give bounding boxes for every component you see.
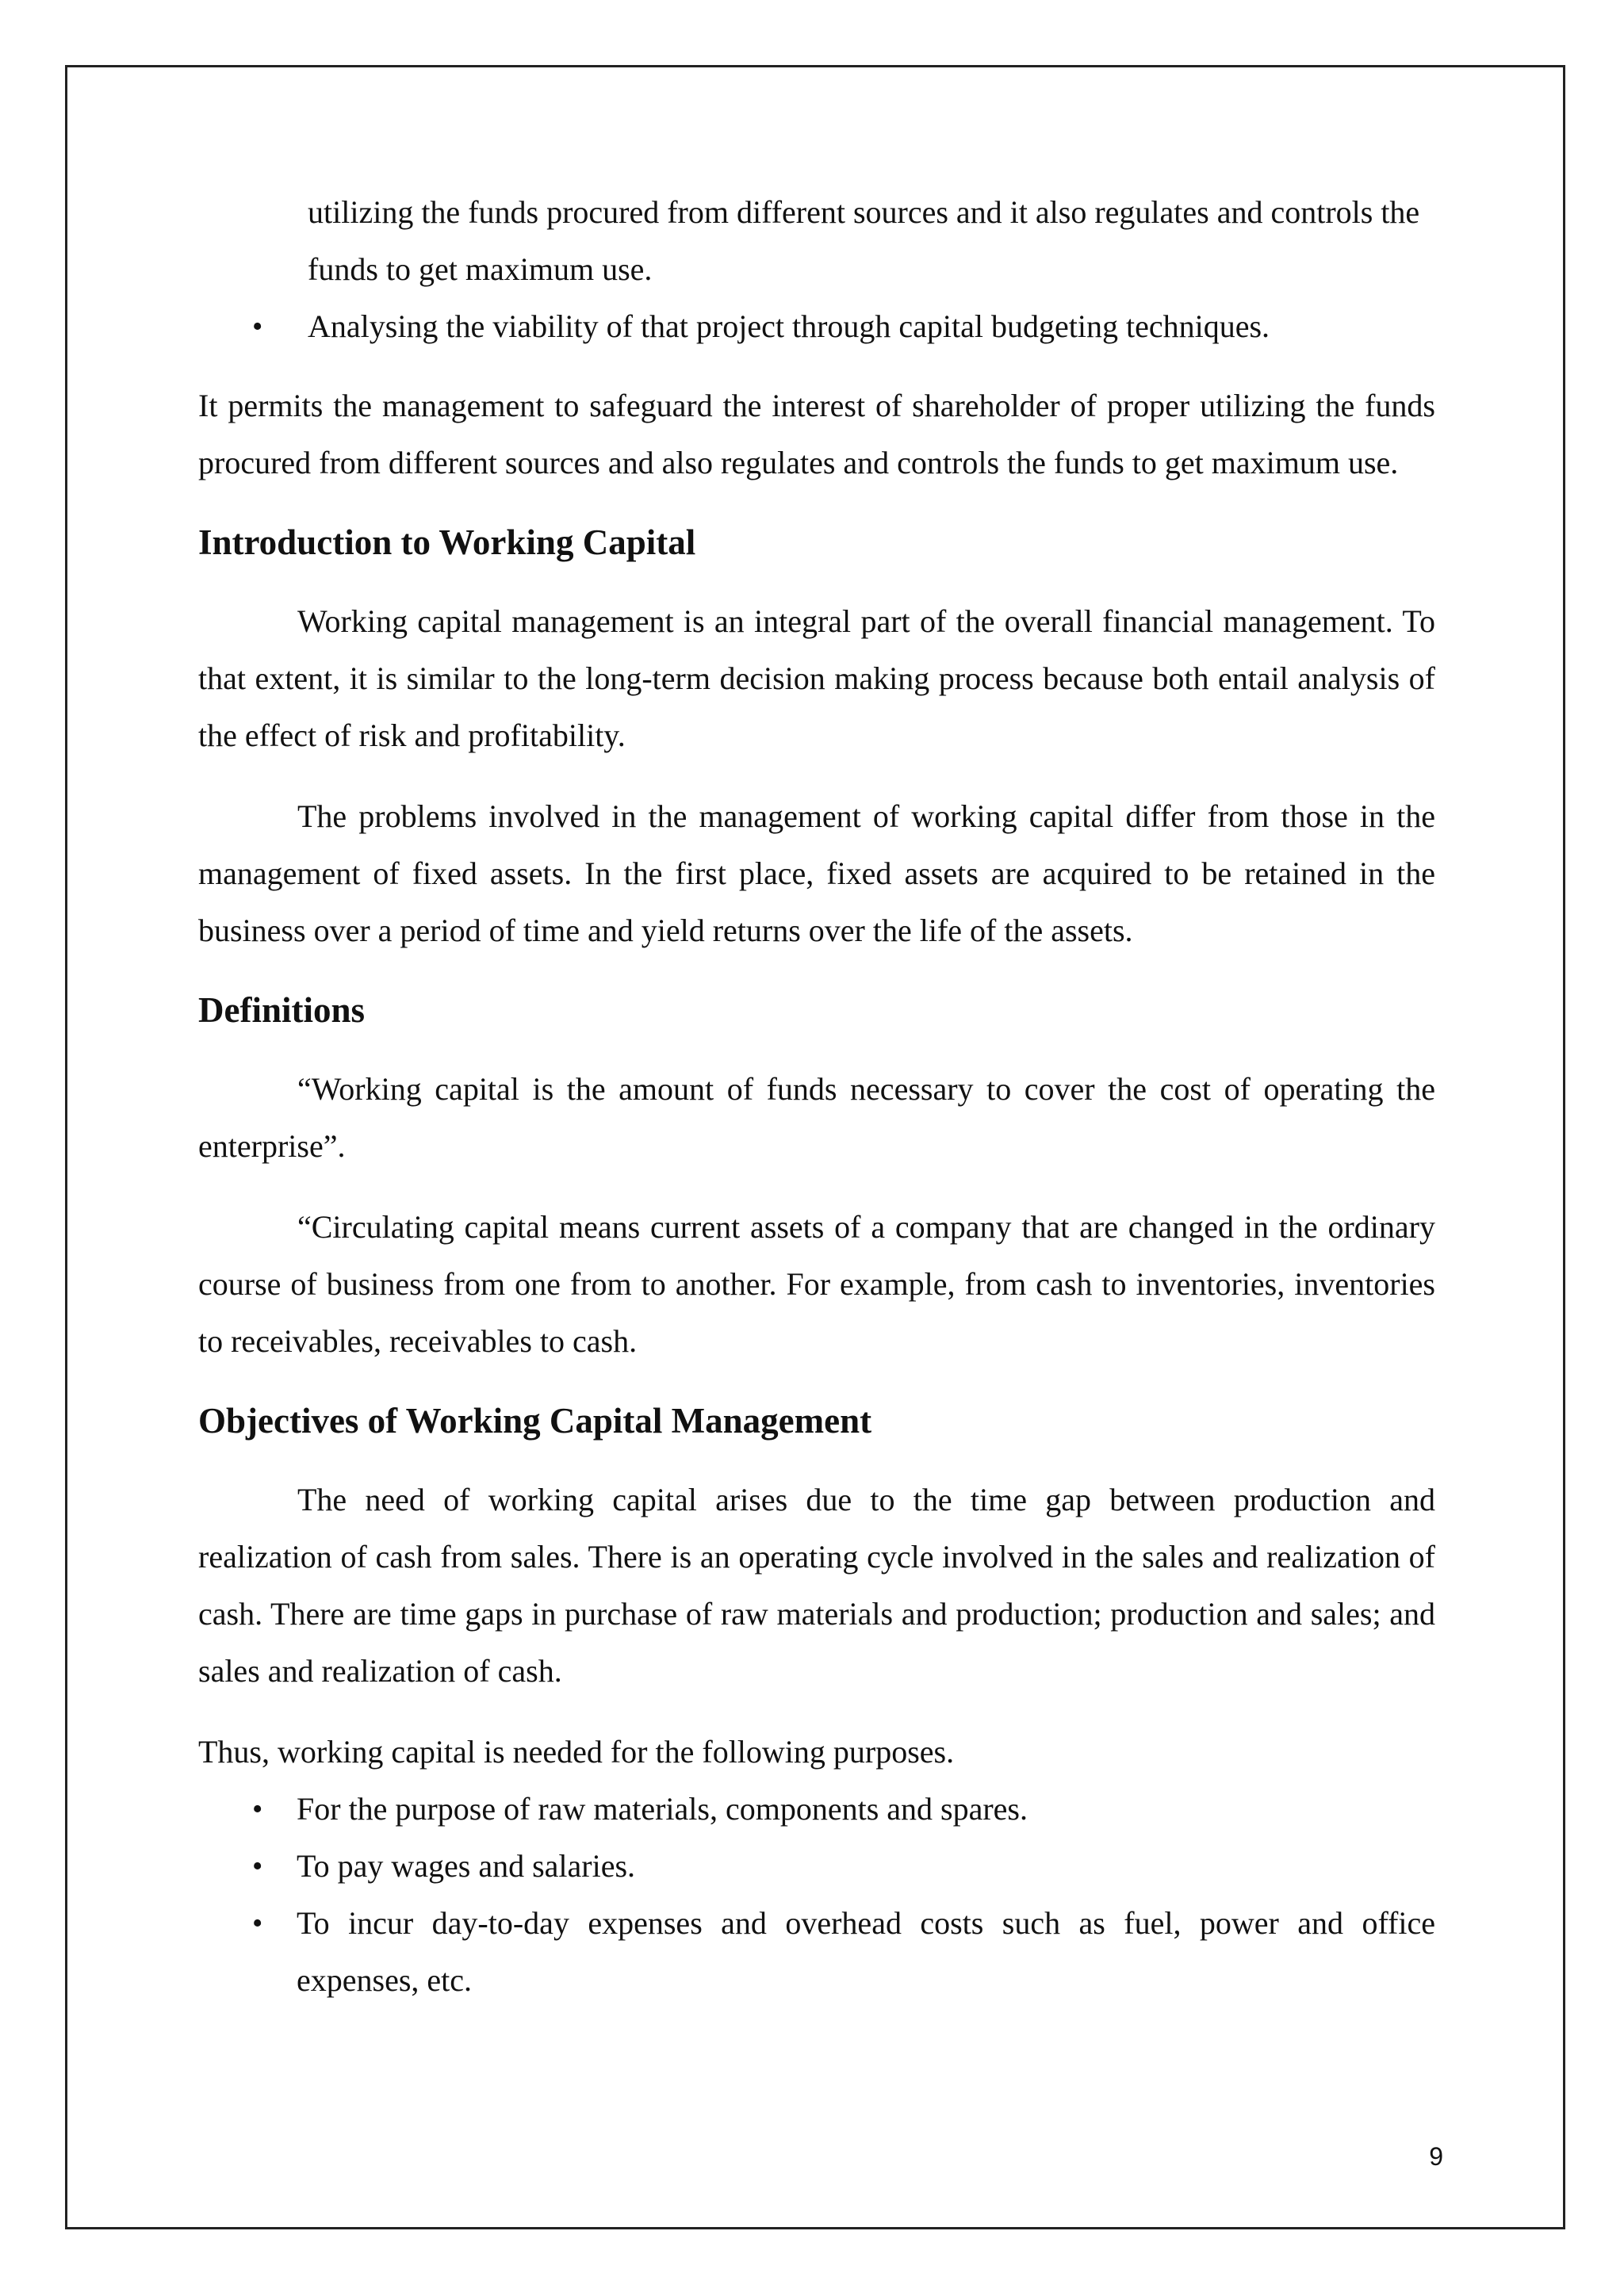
- bullet-icon: •: [252, 1850, 263, 1883]
- introduction-paragraph-2: The problems involved in the management of working capital differ from those in the management of fixed assets. In the first place, fixed assets are acquired to be retained in the business over a period of time and yield returns over the life of the assets.: [198, 798, 1435, 948]
- objectives-paragraph-1: The need of working capital arises due to the time gap between production and realization of cash from sales. There is an operating cycle involved in the sales and realization of cash. There are time gaps in purchase of raw materials and production; production and sales; and sales and realization of cash.: [198, 1482, 1435, 1689]
- page-number: 9: [1429, 2142, 1443, 2171]
- list-item: [198, 1781, 1435, 1838]
- page-content: [198, 184, 1435, 2009]
- bullet-icon: •: [252, 1793, 263, 1826]
- list-item-text: Analysing the viability of that project through capital budgeting techniques.: [308, 308, 1270, 344]
- definition-paragraph-2: “Circulating capital means current assets of a company that are changed in the ordinary course of business from one from to another. For example, from cash to inventories, inventories to receivables, receivables to cash.: [198, 1209, 1435, 1359]
- list-item: [198, 1895, 1435, 2009]
- list-item-text: To incur day-to-day expenses and overhead costs such as fuel, power and office expenses, etc.: [297, 1905, 1435, 1998]
- objectives-lead-in: Thus, working capital is needed for the following purposes.: [198, 1734, 955, 1770]
- bullet-icon: •: [252, 1907, 263, 1940]
- list-item: [198, 298, 1435, 355]
- section-heading-objectives: Objectives of Working Capital Management: [198, 1401, 872, 1441]
- continued-text: utilizing the funds procured from different sources and it also regulates and controls the funds to get maximum use.: [308, 194, 1420, 287]
- list-item: [198, 1838, 1435, 1895]
- introduction-paragraph-1: Working capital management is an integral part of the overall financial management. To that extent, it is similar to the long-term decision making process because both entail analysis of the effect of risk and profitability.: [198, 603, 1435, 753]
- definition-paragraph-1: “Working capital is the amount of funds necessary to cover the cost of operating the enterprise”.: [198, 1071, 1435, 1164]
- list-item-text: For the purpose of raw materials, components and spares.: [297, 1791, 1028, 1827]
- section-heading-introduction: Introduction to Working Capital: [198, 522, 696, 562]
- intro-paragraph: It permits the management to safeguard the interest of shareholder of proper utilizing the funds procured from different sources and also regulates and controls the funds to get maximum use.: [198, 388, 1435, 480]
- bullet-icon: •: [252, 310, 263, 343]
- list-item-text: To pay wages and salaries.: [297, 1848, 636, 1884]
- section-heading-definitions: Definitions: [198, 990, 366, 1030]
- top-bullet-list: [198, 298, 1435, 355]
- objectives-bullet-list: [198, 1781, 1435, 2009]
